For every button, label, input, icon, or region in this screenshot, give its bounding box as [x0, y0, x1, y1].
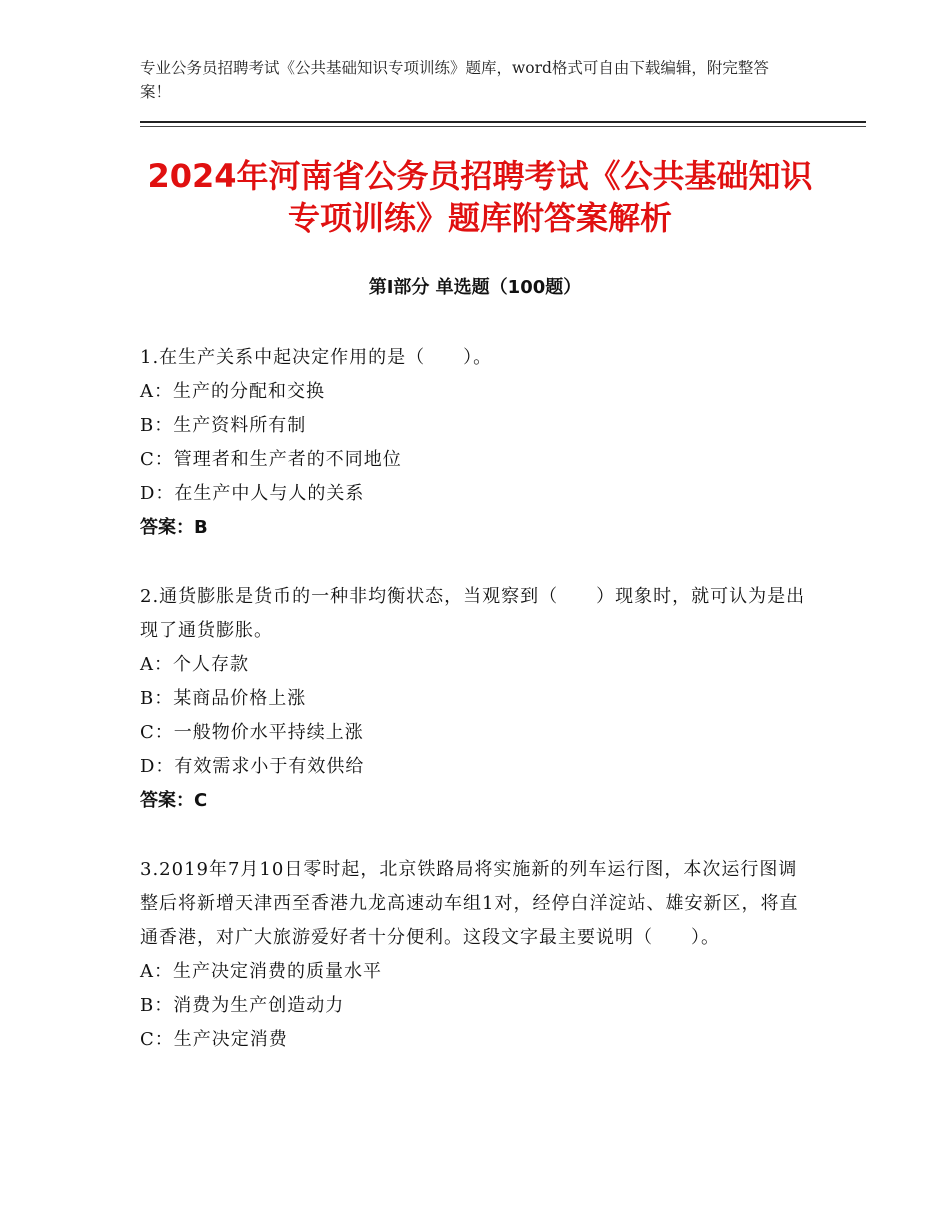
header-divider-thick [140, 121, 866, 123]
answer: 答案：B [140, 517, 208, 538]
header-note: 专业公务员招聘考试《公共基础知识专项训练》题库，word格式可自由下载编辑，附完整答案！ [140, 59, 769, 101]
header-divider-thin [140, 126, 866, 127]
section-title: 第Ⅰ部分 单选题（100题） [368, 277, 582, 298]
question-stem: 3.2019年7月10日零时起，北京铁路局将实施新的列车运行图，本次运行图调整后将新增天津西至香港九龙高速动车组1对，经停白洋淀站、雄安新区，将直通香港，对广大旅游爱好者十分便利。这段文字最主要说明（ ）。 [140, 859, 799, 948]
question-2 [140, 580, 810, 818]
question-stem: 2.通货膨胀是货币的一种非均衡状态，当观察到（ ）现象时，就可认为是出现了通货膨胀。 [140, 586, 806, 641]
option-b: B：消费为生产创造动力 [140, 995, 345, 1016]
option-c: C：一般物价水平持续上涨 [140, 722, 364, 743]
option-a: A：生产的分配和交换 [140, 381, 325, 402]
option-d: D：有效需求小于有效供给 [140, 756, 365, 777]
question-1 [140, 341, 810, 545]
option-c: C：管理者和生产者的不同地位 [140, 449, 402, 470]
answer: 答案：C [140, 790, 208, 811]
option-a: A：个人存款 [140, 654, 249, 675]
question-3 [140, 853, 810, 1057]
document-title: 2024年河南省公务员招聘考试《公共基础知识专项训练》题库附答案解析 [147, 157, 813, 237]
question-stem: 1.在生产关系中起决定作用的是（ ）。 [140, 347, 493, 368]
option-a: A：生产决定消费的质量水平 [140, 961, 382, 982]
option-b: B：生产资料所有制 [140, 415, 307, 436]
option-c: C：生产决定消费 [140, 1029, 288, 1050]
option-d: D：在生产中人与人的关系 [140, 483, 365, 504]
option-b: B：某商品价格上涨 [140, 688, 307, 709]
